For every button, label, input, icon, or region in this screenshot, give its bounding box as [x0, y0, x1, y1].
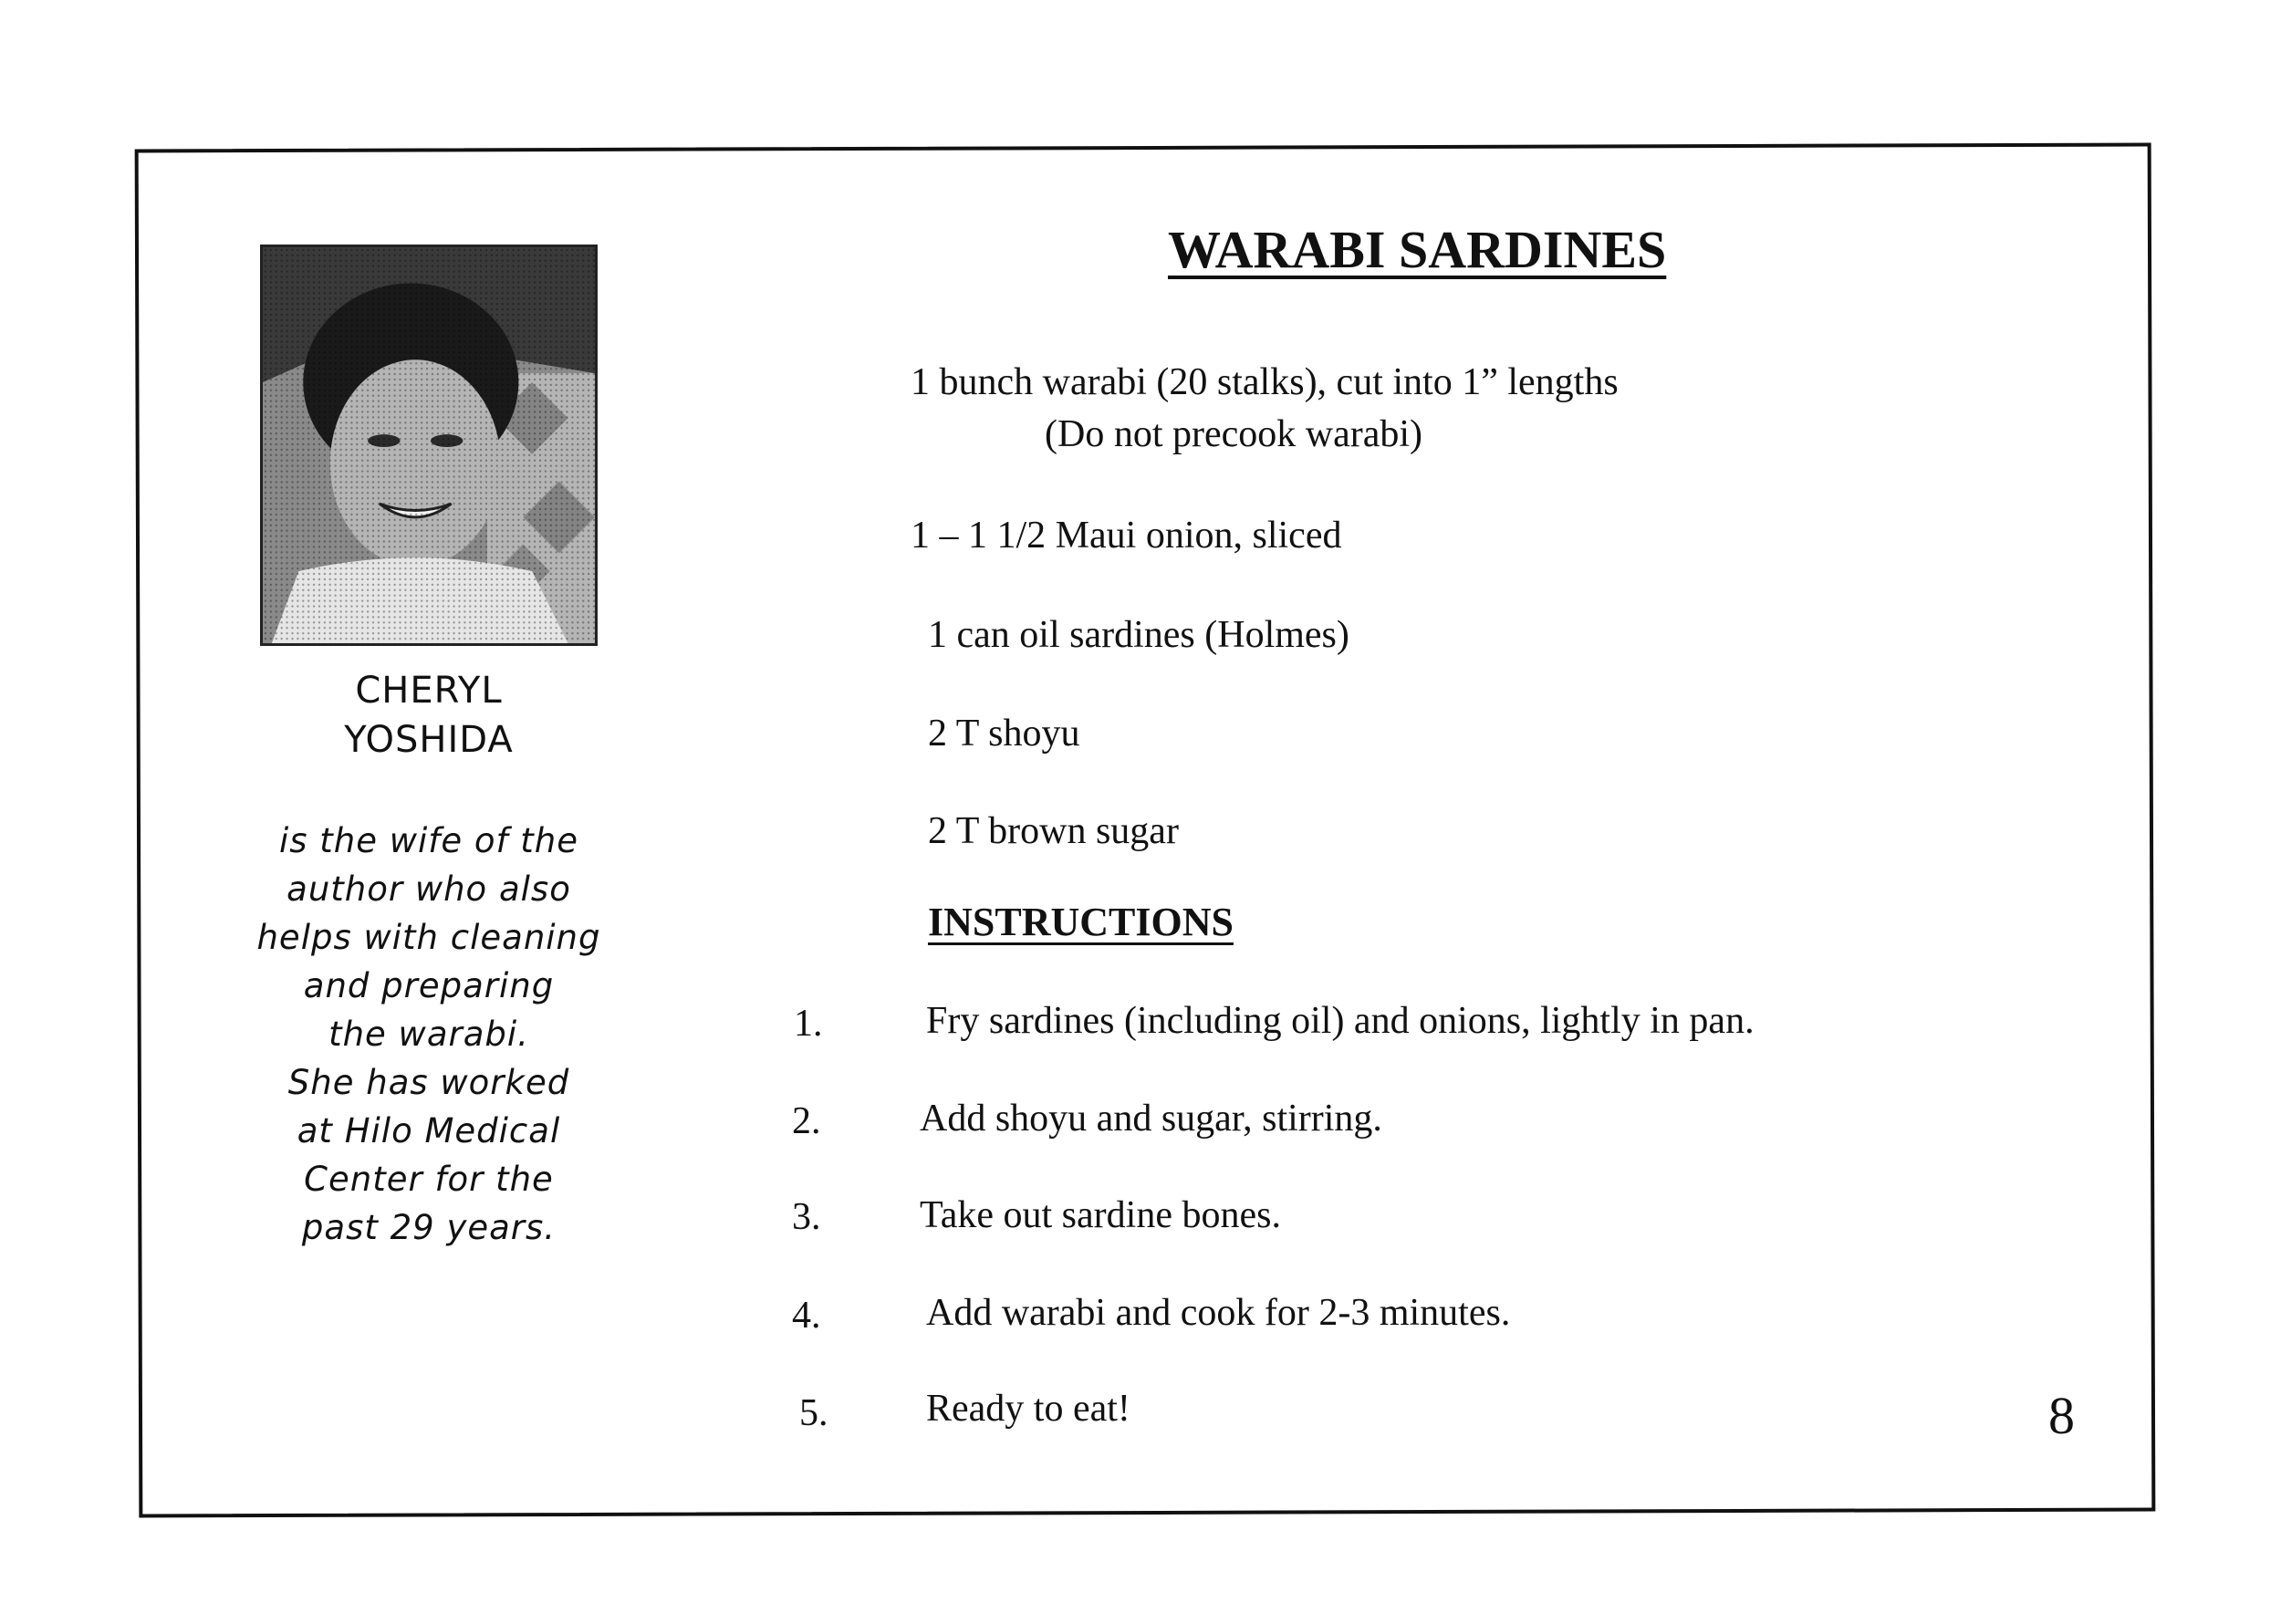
bio-line: author who also [286, 869, 571, 909]
bio-line: Center for the [304, 1160, 554, 1199]
ingredient-item: 2 T shoyu [928, 713, 1080, 755]
contributor-bio [228, 817, 630, 1252]
step-number: 1. [794, 1003, 823, 1045]
step-text: Ready to eat! [926, 1388, 1130, 1430]
step-number: 4. [792, 1295, 821, 1337]
ingredient-item: 2 T brown sugar [928, 810, 1179, 852]
ingredient-note: (Do not precook warabi) [1045, 413, 1423, 455]
contributor-photo [260, 245, 598, 646]
step-number: 2. [792, 1100, 821, 1142]
bio-line: She has worked [287, 1063, 570, 1102]
bio-line: past 29 years. [301, 1208, 557, 1247]
page-number: 8 [2048, 1386, 2075, 1445]
ingredient-item: 1 – 1 1/2 Maui onion, sliced [911, 515, 1342, 557]
step-number: 5. [799, 1392, 828, 1434]
bio-line: is the wife of the [278, 821, 579, 860]
step-text: Add warabi and cook for 2-3 minutes. [926, 1292, 1511, 1334]
bio-line: the warabi. [328, 1015, 529, 1054]
instructions-heading: INSTRUCTIONS [928, 900, 1234, 944]
step-text: Take out sardine bones. [920, 1194, 1281, 1236]
contributor-name [246, 666, 611, 765]
bio-line: helps with cleaning [256, 918, 601, 957]
step-text: Add shoyu and sugar, stirring. [920, 1098, 1382, 1140]
step-text: Fry sardines (including oil) and onions, lightly in pan. [926, 1000, 1755, 1042]
bio-line: at Hilo Medical [297, 1111, 561, 1150]
step-number: 3. [792, 1196, 821, 1238]
contributor-first-name: CHERYL [355, 670, 503, 712]
ingredient-item: 1 can oil sardines (Holmes) [928, 614, 1349, 656]
bio-line: and preparing [303, 966, 555, 1005]
recipe-title: WARABI SARDINES [1168, 220, 1667, 279]
contributor-last-name: YOSHIDA [344, 719, 514, 761]
ingredient-item: 1 bunch warabi (20 stalks), cut into 1” lengths [911, 361, 1619, 403]
